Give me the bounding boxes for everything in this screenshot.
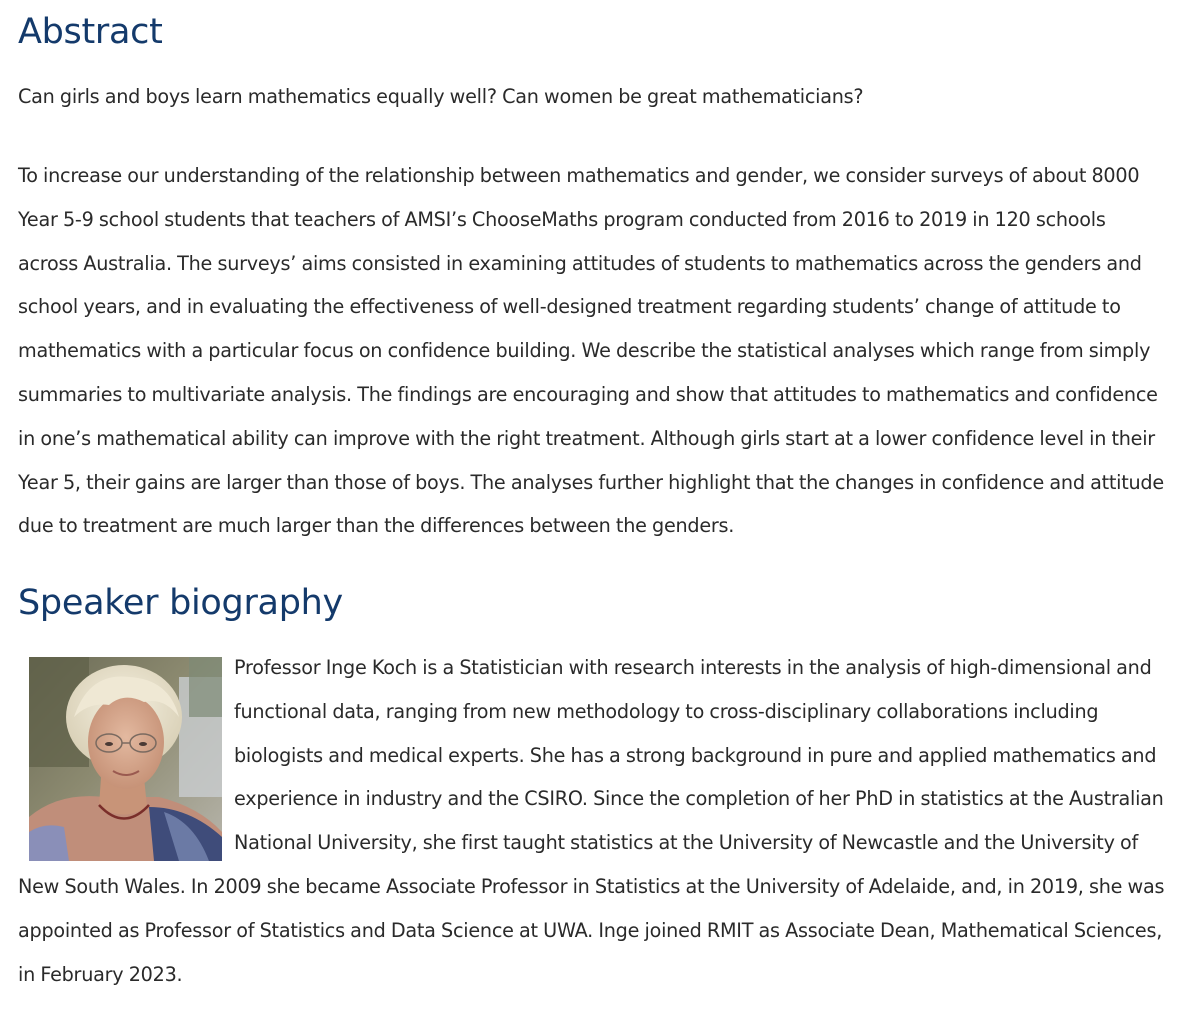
biography-body: Professor Inge Koch is a Statistician with research interests in the analysis of high-dimensional and functional data, ranging from new methodology to cross-disciplinary collaborations including biologists and medical experts. She has a strong background in pure and applied mathematics and experience in industry and the CSIRO. Since the completion of her PhD in statistics at the Australian National University, she first taught statistics at the University of Newcastle and the University of New South Wales. In 2009 she became Associate Professor in Statistics at the University of Adelaide, and, in 2019, she was appointed as Professor of Statistics and Data Science at UWA. Inge joined RMIT as Associate Dean, Mathematical Sciences, in February 2023. [18, 656, 1165, 986]
abstract-body: To increase our understanding of the relationship between mathematics and gender, we consider surveys of about 8000 Year 5-9 school students that teachers of AMSI’s ChooseMaths program conducted from 2016 to 2019 in 120 schools across Australia. The surveys’ aims consisted in examining attitudes of students to mathematics across the genders and school years, and in evaluating the effectiveness of well-designed treatment regarding students’ change of attitude to mathematics with a particular focus on confidence building. We describe the statistical analyses which range from simply summaries to multivariate analysis. The findings are encouraging and show that attitudes to mathematics and confidence in one’s mathematical ability can improve with the right treatment. Although girls start at a lower confidence level in their Year 5, their gains are larger than those of boys. The analyses further highlight that the changes in confidence and attitude due to treatment are much larger than the differences between the genders. [18, 164, 1164, 538]
abstract-heading: Abstract [18, 12, 163, 52]
biography-section [18, 646, 1168, 996]
biography-heading: Speaker biography [18, 583, 343, 623]
speaker-photo [29, 657, 222, 861]
abstract-question: Can girls and boys learn mathematics equally well? Can women be great mathematicians? [18, 85, 864, 108]
